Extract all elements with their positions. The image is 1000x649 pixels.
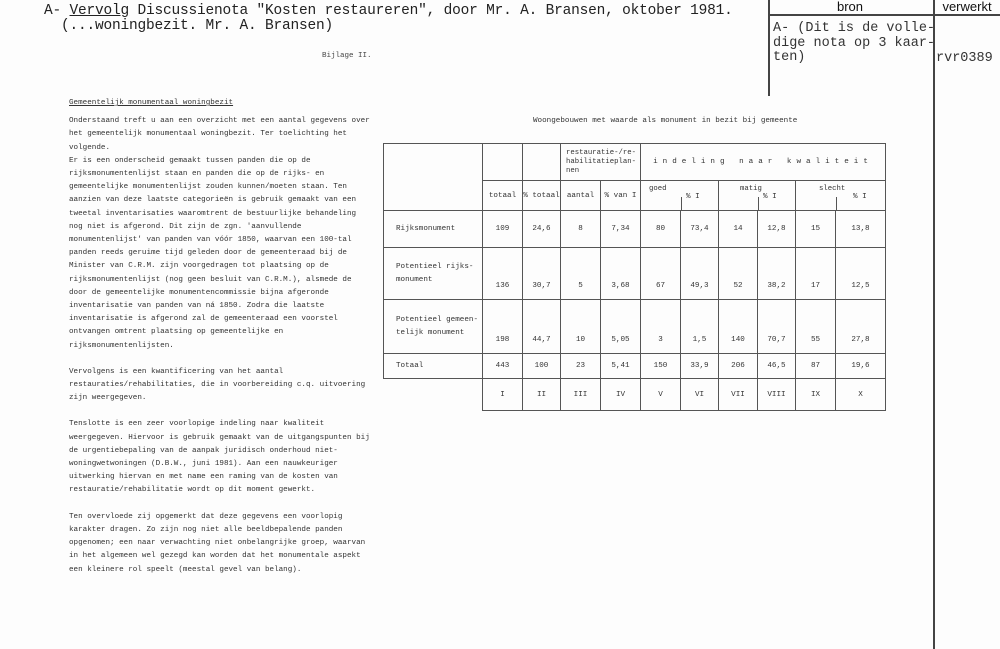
empty-cell xyxy=(384,379,483,411)
header-restauratie: restauratie-/re- habilitatieplan- nen xyxy=(561,144,641,181)
cell: 443 xyxy=(483,354,523,379)
header-row-1 xyxy=(384,144,886,181)
cell: 150 xyxy=(641,354,681,379)
row-label: Rijksmonument xyxy=(384,211,483,248)
card-divider-right xyxy=(933,0,935,649)
col-slecht xyxy=(796,181,886,211)
cell: 38,2 xyxy=(758,248,796,300)
cell: 140 xyxy=(719,300,758,354)
cell: 67 xyxy=(641,248,681,300)
cell: 23 xyxy=(561,354,601,379)
paragraph-5: Ten overvloede zij opgemerkt dat deze gegevens een voorlopig karakter dragen. Zo zijn nog niet alle beeldbepalende panden opgenomen; een naar verwachting niet onbelangrijke groep, waarvan in het algemeen wel gezegd kan worden dat het monumentale aspekt een kleinere rol speelt (meestal gevel van belang). xyxy=(69,512,366,574)
roman-cell: VI xyxy=(681,379,719,411)
card-header-rule xyxy=(768,14,1000,16)
cell: 52 xyxy=(719,248,758,300)
table-row xyxy=(384,248,886,300)
cell: 33,9 xyxy=(681,354,719,379)
row-label: Potentieel rijks- monument xyxy=(384,248,483,300)
title-rest: Discussienota "Kosten restaureren", door Mr. A. Bransen, oktober 1981. xyxy=(129,3,733,19)
paragraph-3: Vervolgens is een kwantificering van het aantal restauraties/rehabilitaties, die in voorbereiding c.q. uitvoering zijn weergegeven. xyxy=(69,367,366,403)
roman-cell: V xyxy=(641,379,681,411)
cell: 5,41 xyxy=(601,354,641,379)
roman-cell: I xyxy=(483,379,523,411)
cell: 136 xyxy=(483,248,523,300)
row-label: Potentieel gemeen- telijk monument xyxy=(384,300,483,354)
appendix-label: Bijlage II. xyxy=(322,52,372,60)
verwerkt-code: rvr0389 xyxy=(936,51,993,66)
cell: 12,5 xyxy=(836,248,886,300)
roman-cell: IX xyxy=(796,379,836,411)
table-row xyxy=(384,300,886,354)
roman-cell: X xyxy=(836,379,886,411)
cell: 44,7 xyxy=(523,300,561,354)
cell: 70,7 xyxy=(758,300,796,354)
title-subtitle: (...woningbezit. Mr. A. Bransen) xyxy=(61,18,334,34)
cell: 13,8 xyxy=(836,211,886,248)
cell: 27,8 xyxy=(836,300,886,354)
bron-header: bron xyxy=(836,0,864,14)
table-row xyxy=(384,211,886,248)
goed-pct: % I xyxy=(686,193,700,201)
header-blank xyxy=(523,144,561,181)
col-matig xyxy=(719,181,796,211)
roman-cell: II xyxy=(523,379,561,411)
column-tick xyxy=(836,197,837,210)
section-title: Gemeentelijk monumentaal woningbezit xyxy=(69,99,234,107)
cell: 109 xyxy=(483,211,523,248)
monument-table xyxy=(383,143,886,411)
col-aantal: aantal xyxy=(561,181,601,211)
table-caption: Woongebouwen met waarde als monument in bezit bij gemeente xyxy=(533,117,798,125)
cell: 24,6 xyxy=(523,211,561,248)
paragraph-2: Er is een onderscheid gemaakt tussen panden die op de rijksmonumentenlijst staan en panden die op de rijks- en gemeentelijke monumentenlijst zouden kunnen/moeten staan. Ten aanzien van deze laatste categorieën is gebruik gemaakt van een tweetal inventarisaties waaromtrent de bestuurlijke behandeling nog niet is afgerond. Dit zijn de zgn. 'aanvullende monumentenlijst' van panden van vóór 1850, waarvan een 100-tal panden reeds geruime tijd geleden door de gemeenteraad bij de Minister van C.R.M. zijn voorgedragen tot plaatsing op de rijksmonumentenlijst (nog geen besluit van C.R.M.), alsmede de door de gemeentelijke monumentencommissie bijna afgeronde inventarisatie van panden van ná 1850. Zodra die laatste inventarisatie is afgerond zal de gemeenteraad een voorstel ontvangen omtrent plaatsing op gemeentelijke en rijksmonumentenlijsten. xyxy=(69,156,357,350)
goed-label: goed xyxy=(649,185,667,193)
cell: 55 xyxy=(796,300,836,354)
column-tick xyxy=(758,197,759,210)
roman-cell: VIII xyxy=(758,379,796,411)
col-pct-van-i: % van I xyxy=(601,181,641,211)
cell: 3,68 xyxy=(601,248,641,300)
cell: 73,4 xyxy=(681,211,719,248)
slecht-label: slecht xyxy=(819,185,846,193)
cell: 5 xyxy=(561,248,601,300)
cell: 17 xyxy=(796,248,836,300)
cell: 10 xyxy=(561,300,601,354)
row-label: Totaal xyxy=(384,354,483,379)
table-row-total xyxy=(384,354,886,379)
title-prefix: A- xyxy=(44,3,70,19)
body-text xyxy=(69,97,374,590)
cell: 87 xyxy=(796,354,836,379)
roman-cell: VII xyxy=(719,379,758,411)
cell: 46,5 xyxy=(758,354,796,379)
matig-pct: % I xyxy=(763,193,777,201)
cell: 30,7 xyxy=(523,248,561,300)
cell: 5,05 xyxy=(601,300,641,354)
cell: 206 xyxy=(719,354,758,379)
col-pct-totaal: % totaal xyxy=(523,181,561,211)
cell: 1,5 xyxy=(681,300,719,354)
corner-cell xyxy=(384,144,483,211)
cell: 7,34 xyxy=(601,211,641,248)
cell: 14 xyxy=(719,211,758,248)
cell: 49,3 xyxy=(681,248,719,300)
col-goed xyxy=(641,181,719,211)
cell: 80 xyxy=(641,211,681,248)
matig-label: matig xyxy=(740,185,762,193)
slecht-pct: % I xyxy=(853,193,867,201)
column-tick xyxy=(681,197,682,210)
document-title xyxy=(44,4,733,34)
bron-text: A- (Dit is de volle- dige nota op 3 kaar- ten) xyxy=(773,21,936,65)
paragraph-1: Onderstaand treft u aan een overzicht met een aantal gegevens over het gemeentelijk monumentaal woningbezit. Ter toelichting het volgende. xyxy=(69,117,370,152)
cell: 3 xyxy=(641,300,681,354)
header-blank xyxy=(483,144,523,181)
verwerkt-header: verwerkt xyxy=(942,0,992,14)
header-kwaliteit: indeling naar kwaliteit xyxy=(641,144,886,181)
cell: 15 xyxy=(796,211,836,248)
paragraph-4: Tenslotte is een zeer voorlopige indeling naar kwaliteit weergegeven. Hiervoor is gebruik gemaakt van de uitgangspunten bij de urgentiebepaling van de aanpak juridisch onderhoud niet-woningwetwoningen (D.B.W., juni 1981). Aan een nauwkeuriger uitwerking hiervan en met name een raming van de kosten van restauratie/rehabilitatie wordt op dit moment gewerkt. xyxy=(69,420,370,495)
cell: 198 xyxy=(483,300,523,354)
col-totaal: totaal xyxy=(483,181,523,211)
roman-numeral-row xyxy=(384,379,886,411)
cell: 12,8 xyxy=(758,211,796,248)
title-vervolg: Vervolg xyxy=(69,3,130,19)
cell: 100 xyxy=(523,354,561,379)
cell: 8 xyxy=(561,211,601,248)
roman-cell: III xyxy=(561,379,601,411)
roman-cell: IV xyxy=(601,379,641,411)
cell: 19,6 xyxy=(836,354,886,379)
